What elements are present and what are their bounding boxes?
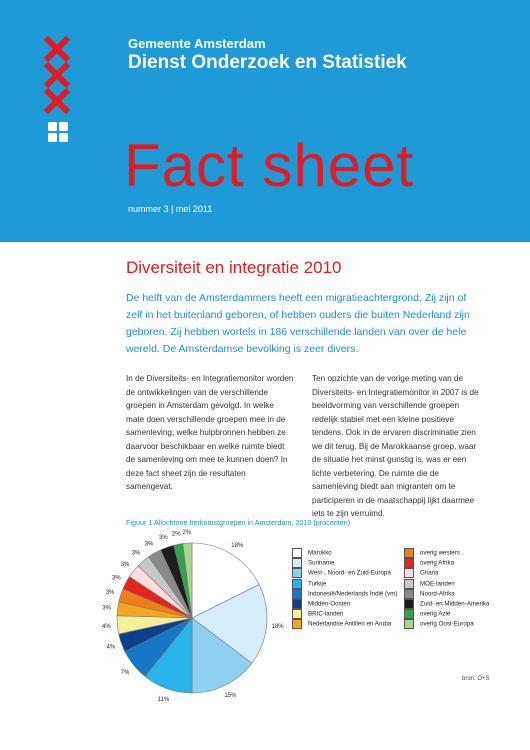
slice-label: 3% <box>159 534 168 541</box>
legend-swatch <box>292 548 302 558</box>
slice-label: 11% <box>157 697 170 704</box>
legend-label: BRIC-landen <box>308 610 344 618</box>
legend-label: overig Oost-Europa <box>420 621 474 629</box>
legend-item <box>404 589 455 599</box>
slice-label: 3% <box>105 589 115 596</box>
legend-label: Noord-Afrika <box>420 590 455 598</box>
article-title: Diversiteit en integratie 2010 <box>126 258 342 277</box>
legend-item <box>292 558 334 568</box>
legend-swatch <box>292 568 302 578</box>
slice-label: 15% <box>224 692 237 699</box>
legend-swatch <box>404 558 414 568</box>
legend-swatch <box>292 619 302 629</box>
legend-item <box>404 609 450 619</box>
legend-item <box>404 568 439 578</box>
slice-label: 18% <box>271 623 284 630</box>
legend-label: Turkije <box>308 580 327 588</box>
legend-label: West-, Noord- en Zuid-Europa <box>308 570 391 578</box>
header-banner <box>0 0 530 242</box>
legend-label: Suriname <box>308 559 335 567</box>
grid-squares-icon <box>48 122 68 142</box>
legend-swatch <box>404 579 414 589</box>
legend-item <box>404 619 474 629</box>
slice-label: 18% <box>231 542 244 549</box>
slice-label: 3% <box>131 550 141 557</box>
legend-swatch <box>292 599 302 609</box>
legend-label: overig Afrika <box>420 559 455 567</box>
legend-swatch <box>404 589 414 599</box>
legend-item <box>292 589 397 599</box>
legend-item <box>404 558 454 568</box>
legend-swatch <box>404 609 414 619</box>
issue-number: nummer 3 | mei 2011 <box>128 204 213 214</box>
intro-paragraph: De helft van de Amsterdammers heeft een migratieachtergrond. Zij zijn of zelf in het buitenland geboren, of hebben ouders die buiten Nederland zijn geboren. Zij hebben wortels in 186 verschillende landen van over de hele wereld. De Amsterdamse bevolking is zeer divers. <box>126 292 470 355</box>
amsterdam-logo <box>44 36 70 114</box>
legend-swatch <box>292 579 302 589</box>
legend-swatch <box>404 619 414 629</box>
slice-label: 4% <box>106 644 116 651</box>
body-column-left: In de Diversiteits- en Integratiemonitor worden de ontwikkelingen van de verschillende groepen in Amsterdam gevolgd. In welke mate doen verschillende groepen mee in de samenleving, welke hulpbronnen hebben ze daarvoor beschikbaar en welke ruimte biedt de samenleving om mee te kunnen doen? In deze fact sheet zijn de resultaten samengevat. <box>126 374 294 491</box>
legend-item <box>292 548 332 558</box>
legend-label: Nederlandse Antillen en Aruba <box>308 621 392 629</box>
legend-label: Marokko <box>308 549 332 557</box>
x-cross-icon <box>44 36 70 62</box>
legend-swatch <box>404 568 414 578</box>
legend-item <box>404 579 455 589</box>
source-note: bron: O+S <box>462 676 490 682</box>
legend-label: overig Azië <box>420 610 451 618</box>
slice-label: 4% <box>102 623 111 630</box>
legend-label: MOE-landen <box>420 580 455 588</box>
legend-item <box>292 599 350 609</box>
legend-item <box>292 568 391 578</box>
legend-swatch <box>404 548 414 558</box>
slice-label: 7% <box>120 669 130 676</box>
body-column-right: Ten opzichte van de vorige meting van de Diversiteits- en Integratiemonitor in 2007 is de beeldvorming van verschillende groepen redelijk stabiel met een kleine positieve tendens. Ook in de ervaren discriminatie zien we dit terug. Bij de Marokkaanse groep, waar de situatie het minst gunstig is, was er een lichte verbetering. De ruimte die de samenleving biedt aan migranten om te participeren in de maatschappij lijkt daarmee iets te zijn verruimd. <box>312 374 479 518</box>
legend-swatch <box>292 609 302 619</box>
legend-swatch <box>292 589 302 599</box>
legend-swatch <box>404 599 414 609</box>
slice-label: 2% <box>182 530 192 537</box>
legend-item <box>292 619 391 629</box>
slice-label: 3% <box>102 605 111 612</box>
legend-swatch <box>292 558 302 568</box>
document-type-title: Fact sheet <box>124 132 415 199</box>
legend-label: Indonesië/Nederlands Indië (vm) <box>308 590 398 598</box>
legend-label: Midden-Oosten <box>308 600 351 608</box>
pie-chart <box>100 530 290 704</box>
slice-label: 2% <box>171 531 181 538</box>
x-cross-icon <box>44 62 70 88</box>
legend-label: overig westers <box>420 549 460 557</box>
slice-label: 3% <box>120 562 130 569</box>
legend-item <box>292 579 326 589</box>
x-cross-icon <box>44 88 70 114</box>
slice-label: 3% <box>144 541 154 548</box>
legend-item <box>292 609 343 619</box>
department-name: Dienst Onderzoek en Statistiek <box>128 52 407 73</box>
legend-label: Ghana <box>420 570 439 578</box>
slice-label: 3% <box>111 575 121 582</box>
legend-item <box>404 548 460 558</box>
organization-name: Gemeente Amsterdam <box>128 36 266 51</box>
legend-label: Zuid- en Midden-Amerika <box>420 600 490 608</box>
legend-item <box>404 599 489 609</box>
figure-caption: Figuur 1 Allochtone herkomstgroepen in Amsterdam, 2010 (procenten) <box>126 518 351 527</box>
